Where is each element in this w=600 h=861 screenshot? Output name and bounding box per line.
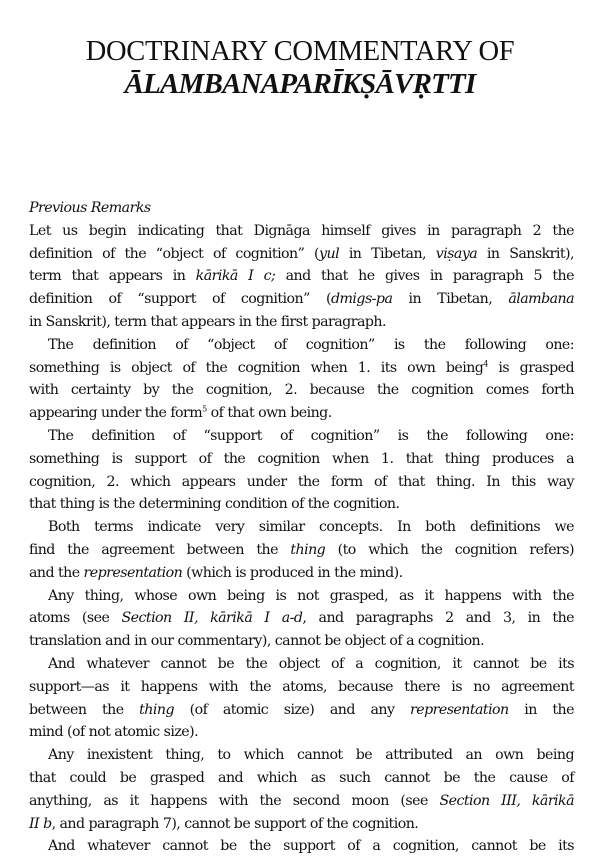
text-line [29, 243, 574, 266]
text-line [29, 585, 574, 608]
text-span: that thing is the determining condition of the cognition. [29, 496, 400, 513]
chapter-title-line-1: DOCTRINARY COMMENTARY OF [85, 36, 515, 67]
italic-term: II b [29, 815, 52, 832]
italic-term: representation [410, 701, 509, 718]
text-line [29, 493, 574, 516]
text-line [29, 448, 574, 471]
text-line [29, 402, 574, 425]
italic-term: representation [83, 564, 183, 581]
text-line [29, 220, 574, 243]
text-line [29, 721, 574, 744]
text-span: in the [508, 701, 574, 718]
text-span: something is object of the cognition when 1. its own being [29, 359, 484, 376]
text-line [29, 653, 574, 676]
footnote-ref[interactable]: 4 [483, 358, 488, 368]
text-line [29, 334, 574, 357]
text-span: Let us begin indicating that Dignāga himself gives in paragraph 2 the [29, 222, 574, 239]
text-span: , and paragraph 7), cannot be support of the cognition. [51, 815, 419, 832]
text-line [29, 767, 574, 790]
text-span: is grasped [487, 359, 574, 376]
italic-term: yul [319, 245, 340, 262]
text-span: Any thing, whose own being is not grasped, as it happens with the [48, 587, 574, 604]
text-line [29, 676, 574, 699]
text-span: atoms (see [29, 610, 122, 627]
italic-term: kārikā I c; [195, 268, 276, 285]
text-line [29, 562, 574, 585]
text-span: cognition, 2. which appears under the form of that thing. In this way [29, 473, 574, 490]
text-line [29, 699, 574, 722]
text-span: in Sanskrit), term that appears in the first paragraph. [29, 313, 386, 330]
text-span: And whatever cannot be the support of a cognition, cannot be its [48, 838, 574, 855]
text-line [29, 265, 574, 288]
text-line [29, 311, 574, 334]
text-span: and the [29, 564, 84, 581]
text-span: term that appears in [29, 268, 196, 285]
text-span: find the agreement between the [29, 541, 291, 558]
italic-term: viṣaya [435, 245, 478, 262]
text-line [29, 744, 574, 767]
text-span: (of atomic size) and any [174, 701, 410, 718]
italic-term: Section II, kārikā I a-d [121, 610, 303, 627]
text-span: in Tibetan, [339, 245, 436, 262]
text-span: And whatever cannot be the object of a cognition, it cannot be its [48, 655, 574, 672]
text-span: definition of the “object of cognition” ( [29, 245, 320, 262]
text-span: of that own being. [206, 405, 332, 422]
text-line [29, 630, 574, 653]
text-span: something is support of the cognition when 1. that thing produces a [29, 450, 574, 467]
italic-term: thing [139, 701, 175, 718]
text-span: in Sanskrit), [477, 245, 574, 262]
italic-term: ālambana [508, 291, 575, 308]
text-span: support—as it happens with the atoms, because there is no agreement [29, 678, 574, 695]
italic-term: thing [290, 541, 326, 558]
section-heading: Previous Remarks [29, 200, 151, 216]
body-text [29, 197, 574, 858]
text-line [29, 425, 574, 448]
text-line [29, 813, 574, 836]
text-span: , and paragraphs 2 and 3, in the [302, 610, 575, 627]
text-line [29, 288, 574, 311]
text-line [29, 357, 574, 380]
footnote-ref[interactable]: 5 [202, 404, 207, 414]
text-line [29, 379, 574, 402]
text-span: with certainty by the cognition, 2. because the cognition comes forth [29, 382, 574, 399]
text-span: (to which the cognition refers) [325, 541, 574, 558]
text-line [29, 835, 574, 858]
text-line [29, 790, 574, 813]
chapter-title-line-2: ĀLAMBANAPARĪKṢĀVṚTTI [124, 68, 476, 100]
text-span: translation and in our commentary), cannot be object of a cognition. [29, 633, 485, 650]
text-span: in Tibetan, [392, 291, 509, 308]
text-span: mind (of not atomic size). [29, 724, 199, 741]
text-line [29, 539, 574, 562]
text-span: between the [29, 701, 140, 718]
text-span: Both terms indicate very similar concepts. In both definitions we [48, 519, 574, 536]
text-span: Any inexistent thing, to which cannot be attributed an own being [48, 747, 574, 764]
text-line [29, 471, 574, 494]
text-line [29, 516, 574, 539]
text-span: anything, as it happens with the second moon (see [29, 792, 440, 809]
text-span: The definition of “support of cognition” is the following one: [48, 427, 574, 444]
text-span: and that he gives in paragraph 5 the [275, 268, 574, 285]
text-span: definition of “support of cognition” ( [29, 291, 331, 308]
text-span: that could be grasped and which as such cannot be the cause of [29, 769, 574, 786]
text-span: (which is produced in the mind). [182, 564, 403, 581]
italic-term: Section III, kārikā [439, 792, 574, 809]
italic-term: dmigs-pa [330, 291, 393, 308]
text-line [29, 607, 574, 630]
text-span: The definition of “object of cognition” is the following one: [48, 336, 574, 353]
text-span: appearing under the form [29, 405, 203, 422]
